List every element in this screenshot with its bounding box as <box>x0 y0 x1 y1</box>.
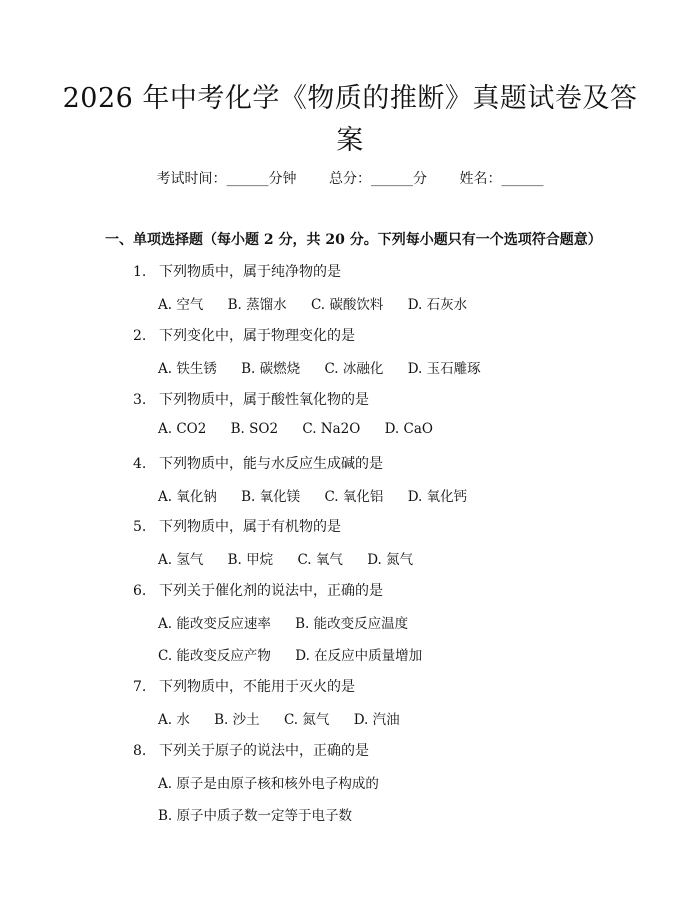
question-number: 4. <box>133 456 147 472</box>
option-d: D. 玉石雕琢 <box>407 361 481 377</box>
question-4-options <box>158 485 487 505</box>
exam-time: 考试时间：______分钟 <box>156 171 297 187</box>
option-b: B. SO2 <box>230 421 279 437</box>
option-b: B. 甲烷 <box>227 552 274 568</box>
section-heading: 一、单项选择题（每小题 2 分，共 20 分。下列每小题只有一个选项符合题意） <box>105 232 602 248</box>
question-text: 下列物质中，属于纯净物的是 <box>159 264 341 280</box>
question-number: 6. <box>133 583 147 599</box>
option-a: A. 氢气 <box>158 552 204 568</box>
option-d: D. 在反应中质量增加 <box>295 648 423 664</box>
question-5-options <box>158 548 433 568</box>
option-a: A. 水 <box>158 712 190 728</box>
option-a: A. 氧化钠 <box>158 489 217 505</box>
question-text: 下列关于催化剂的说法中，正确的是 <box>159 583 383 599</box>
question-text: 下列变化中，属于物理变化的是 <box>159 328 355 344</box>
question-text: 下列物质中，能与水反应生成碱的是 <box>159 456 383 472</box>
option-d: D. 石灰水 <box>407 297 468 313</box>
option-c: C. 氧气 <box>297 552 343 568</box>
exam-name: 姓名：______ <box>459 171 544 187</box>
option-d: D. 氮气 <box>367 552 414 568</box>
option-d: D. 汽油 <box>353 712 400 728</box>
question-number: 3. <box>133 392 147 408</box>
question-8 <box>133 740 369 760</box>
option-c: C. 能改变反应产物 <box>158 648 271 664</box>
question-number: 2. <box>133 328 147 344</box>
question-7 <box>133 676 355 696</box>
page-title: 2026 年中考化学《物质的推断》真题试卷及答案 <box>62 83 638 156</box>
exam-score: 总分：______分 <box>329 171 427 187</box>
question-7-options <box>158 708 420 728</box>
option-b: B. 蒸馏水 <box>227 297 287 313</box>
option-c: C. 氧化铝 <box>324 489 384 505</box>
option-a: A. 空气 <box>158 297 204 313</box>
question-text: 下列物质中，属于有机物的是 <box>159 519 341 535</box>
question-text: 下列关于原子的说法中，正确的是 <box>159 743 369 759</box>
question-3-options <box>158 421 453 437</box>
question-1 <box>133 261 341 281</box>
question-text: 下列物质中，不能用于灭火的是 <box>159 679 355 695</box>
question-text: 下列物质中，属于酸性氧化物的是 <box>159 392 369 408</box>
question-number: 1. <box>133 264 147 280</box>
exam-info-line <box>0 168 700 188</box>
option-c: C. Na2O <box>302 421 361 437</box>
option-a: A. CO2 <box>158 421 207 437</box>
question-2 <box>133 325 355 345</box>
option-d: D. CaO <box>384 421 433 437</box>
question-2-options <box>158 357 501 377</box>
option-b: B. 能改变反应温度 <box>295 616 409 632</box>
option-a: A. 铁生锈 <box>158 361 217 377</box>
question-4 <box>133 453 383 473</box>
question-number: 7. <box>133 679 147 695</box>
option-b: B. 原子中质子数一定等于电子数 <box>158 808 353 824</box>
option-a: A. 能改变反应速率 <box>158 616 271 632</box>
option-b: B. 氧化镁 <box>241 489 301 505</box>
question-3 <box>133 389 369 409</box>
option-c: C. 碳酸饮料 <box>310 297 384 313</box>
question-6-options-row-1 <box>158 612 428 632</box>
option-b: B. 沙土 <box>214 712 260 728</box>
question-5 <box>133 516 341 536</box>
option-c: C. 氮气 <box>283 712 330 728</box>
question-6 <box>133 580 383 600</box>
option-b: B. 碳燃烧 <box>241 361 301 377</box>
question-6-options-row-2 <box>158 644 442 664</box>
question-1-options <box>158 293 487 313</box>
question-number: 5. <box>133 519 147 535</box>
option-c: C. 冰融化 <box>324 361 384 377</box>
question-number: 8. <box>133 743 147 759</box>
option-d: D. 氧化钙 <box>407 489 468 505</box>
option-a: A. 原子是由原子核和核外电子构成的 <box>158 776 379 792</box>
